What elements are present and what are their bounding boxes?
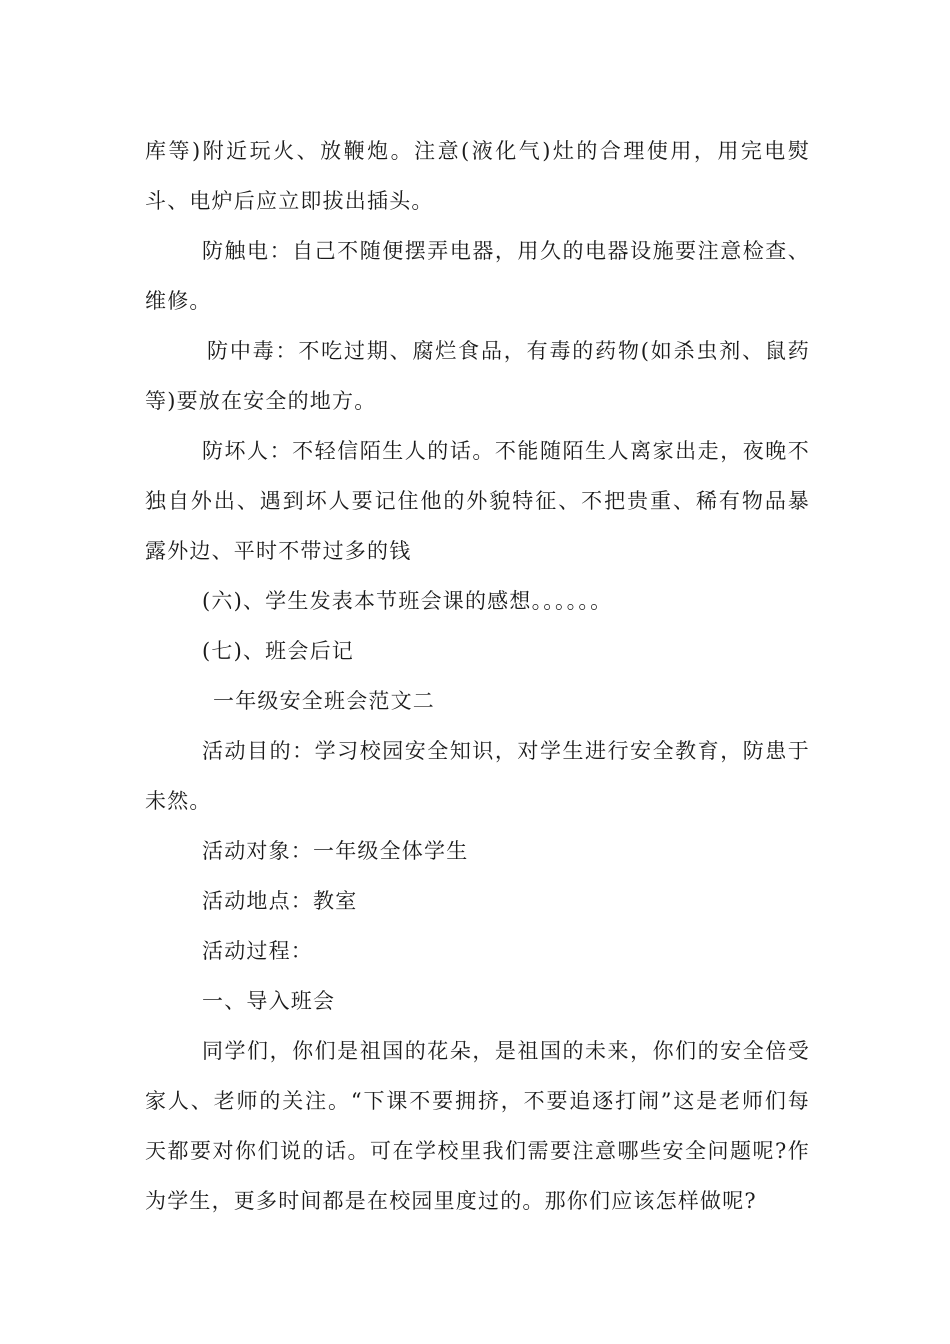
paragraph-activity-process: 活动过程： [202,939,313,963]
paragraph-section-six: (六)、学生发表本节班会课的感想。。。。。。 [202,589,613,613]
section-title: 一年级安全班会范文二 [213,689,435,713]
paragraph-fire-safety-continued: 库等)附近玩火、放鞭炮。注意(液化气)灶的合理使用，用完电熨斗、电炉后应立即拔出插头。 [145,139,810,213]
paragraph-activity-audience: 活动对象：一年级全体学生 [202,839,469,863]
paragraph-strangers: 防坏人：不轻信陌生人的话。不能随陌生人离家出走，夜晚不独自外出、遇到坏人要记住他的外貌特征、不把贵重、稀有物品暴露外边、平时不带过多的钱 [145,439,810,563]
paragraph-activity-goal: 活动目的：学习校园安全知识，对学生进行安全教育，防患于未然。 [145,739,810,813]
paragraph-electric-shock: 防触电：自己不随便摆弄电器，用久的电器设施要注意检查、维修。 [145,239,810,313]
paragraph-intro-body: 同学们，你们是祖国的花朵，是祖国的未来，你们的安全倍受家人、老师的关注。“下课不要拥挤，不要追逐打闹”这是老师们每天都要对你们说的话。可在学校里我们需要注意哪些安全问题呢?作为学生，更多时间都是在校园里度过的。那你们应该怎样做呢? [145,1039,810,1213]
paragraph-intro-heading: 一、导入班会 [202,989,336,1013]
paragraph-activity-location: 活动地点：教室 [202,889,358,913]
document-body [145,126,810,1226]
paragraph-section-seven: (七)、班会后记 [202,639,354,663]
paragraph-poisoning: 防中毒：不吃过期、腐烂食品，有毒的药物(如杀虫剂、鼠药等)要放在安全的地方。 [145,339,810,413]
